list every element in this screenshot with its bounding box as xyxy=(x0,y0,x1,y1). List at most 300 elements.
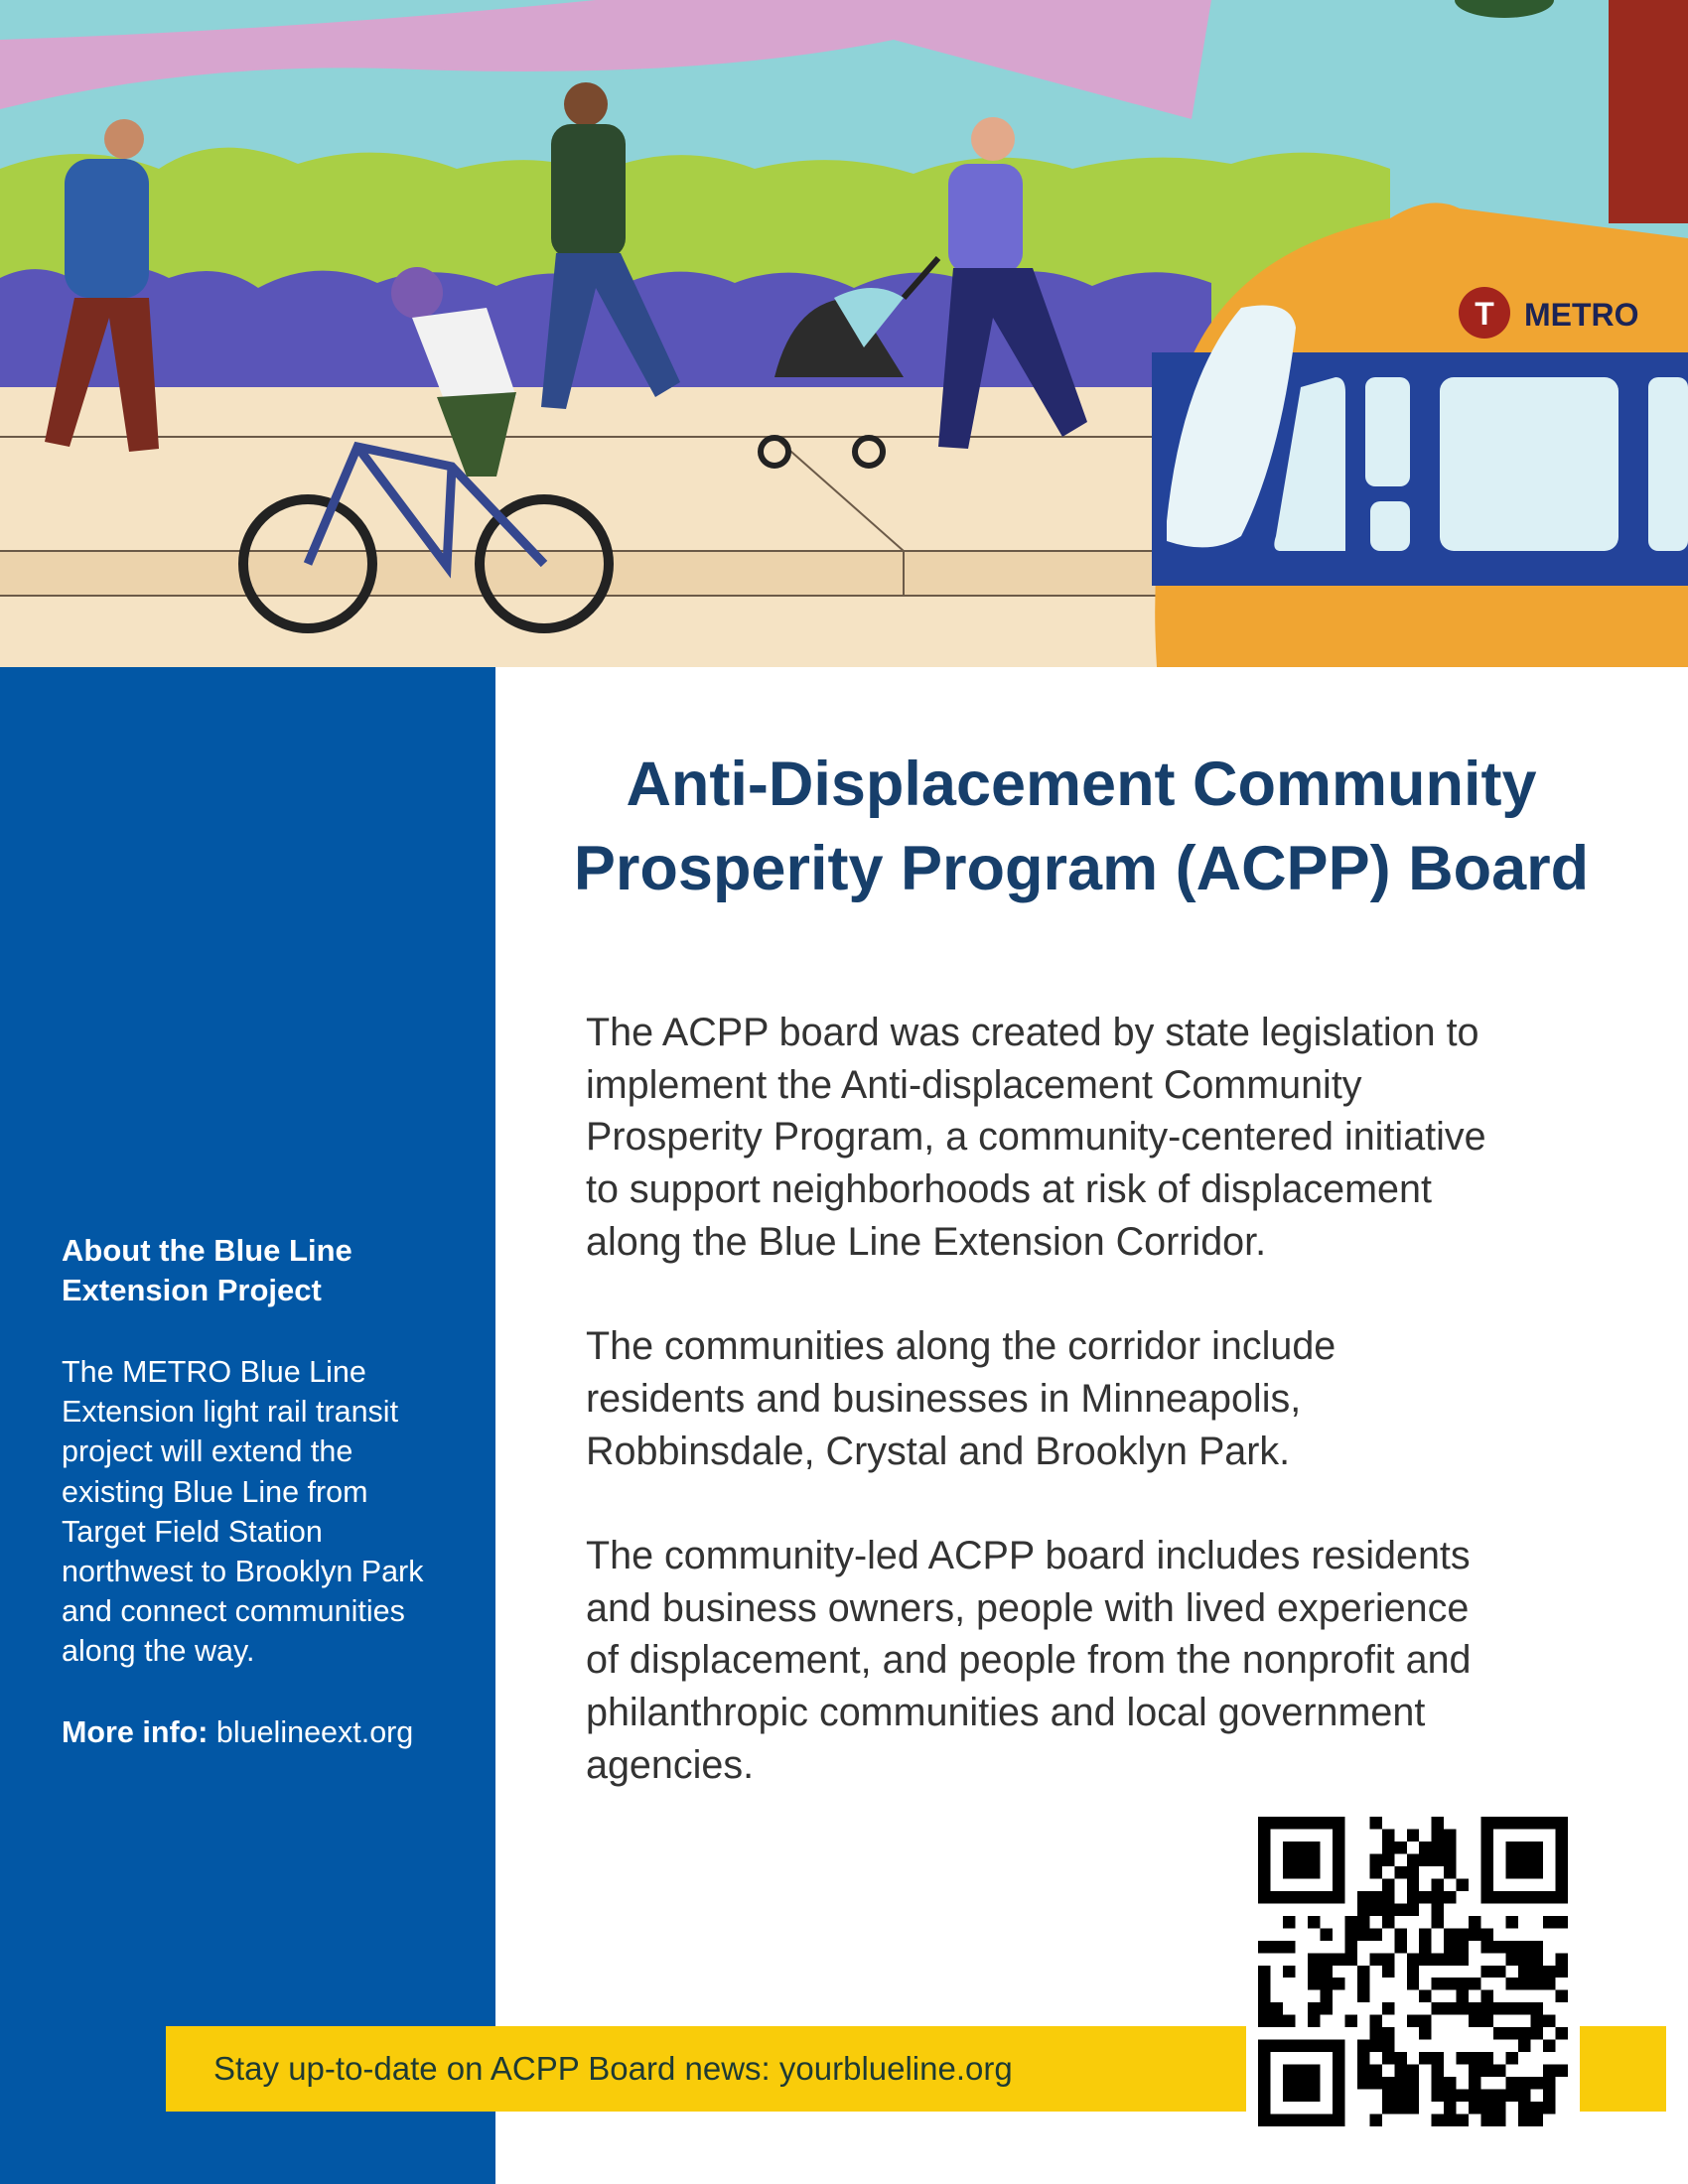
qr-module xyxy=(1333,1978,1344,1989)
qr-module xyxy=(1308,2077,1320,2089)
qr-module xyxy=(1283,1817,1295,1829)
qr-module xyxy=(1481,1941,1493,1953)
qr-module xyxy=(1432,2052,1444,2064)
qr-module xyxy=(1506,1842,1518,1853)
sidebar-body-line: along the way. xyxy=(62,1634,255,1669)
text-line: philanthropic communities and local government xyxy=(586,1691,1426,1735)
qr-module xyxy=(1469,2065,1480,2077)
qr-module xyxy=(1344,1928,1356,1940)
qr-module xyxy=(1481,1878,1493,1890)
qr-module xyxy=(1270,2015,1282,2027)
paragraph xyxy=(586,1007,1628,1269)
text-line: along the Blue Line Extension Corridor. xyxy=(586,1219,1267,1264)
qr-module xyxy=(1295,2077,1307,2089)
sidebar-body-line: The METRO Blue Line xyxy=(62,1355,366,1389)
text-line: residents and businesses in Minneapolis, xyxy=(586,1376,1302,1421)
qr-code[interactable] xyxy=(1246,1805,1580,2138)
qr-module xyxy=(1320,1966,1332,1978)
qr-module xyxy=(1444,2077,1456,2089)
qr-module xyxy=(1543,2102,1555,2114)
qr-module xyxy=(1457,1928,1469,1940)
qr-module xyxy=(1382,1842,1394,1853)
qr-module xyxy=(1369,2077,1381,2089)
qr-module xyxy=(1308,1916,1320,1928)
qr-module xyxy=(1283,2115,1295,2126)
qr-module xyxy=(1444,1853,1456,1865)
text-line: The ACPP board was created by state legislation to xyxy=(586,1011,1479,1054)
qr-module xyxy=(1407,1966,1419,1978)
qr-module xyxy=(1493,1941,1505,1953)
qr-module xyxy=(1295,1891,1307,1903)
qr-module xyxy=(1469,1916,1480,1928)
qr-module xyxy=(1543,2015,1555,2027)
qr-module xyxy=(1270,2115,1282,2126)
qr-module xyxy=(1419,1891,1431,1903)
qr-module xyxy=(1320,2115,1332,2126)
qr-module xyxy=(1357,2052,1369,2064)
qr-module xyxy=(1506,1866,1518,1878)
hero-illustration xyxy=(0,0,1688,667)
qr-module xyxy=(1369,1928,1381,1940)
qr-module xyxy=(1518,2040,1530,2052)
qr-module xyxy=(1382,2090,1394,2102)
qr-module xyxy=(1556,1817,1568,1829)
qr-module xyxy=(1556,1866,1568,1878)
qr-module xyxy=(1258,2040,1270,2052)
qr-module xyxy=(1531,2027,1543,2039)
qr-module xyxy=(1270,2040,1282,2052)
qr-module xyxy=(1394,1866,1406,1878)
qr-module xyxy=(1308,1842,1320,1853)
qr-module xyxy=(1407,1878,1419,1890)
qr-module xyxy=(1518,2027,1530,2039)
qr-module xyxy=(1382,2002,1394,2014)
qr-module xyxy=(1320,1817,1332,1829)
qr-module xyxy=(1407,1866,1419,1878)
text-line: Prosperity Program, a community-centered initiative xyxy=(586,1115,1486,1160)
qr-module xyxy=(1444,1978,1456,1989)
text-line: Robbinsdale, Crystal and Brooklyn Park. xyxy=(586,1429,1291,1473)
qr-module xyxy=(1357,1990,1369,2002)
qr-module xyxy=(1283,1842,1295,1853)
qr-module xyxy=(1432,1853,1444,1865)
qr-module xyxy=(1493,1817,1505,1829)
qr-module xyxy=(1357,2040,1369,2052)
qr-module xyxy=(1258,1878,1270,1890)
qr-module xyxy=(1394,2090,1406,2102)
qr-module xyxy=(1469,2077,1480,2089)
qr-module xyxy=(1432,1829,1444,1841)
qr-module xyxy=(1333,2090,1344,2102)
qr-module xyxy=(1333,2065,1344,2077)
qr-module xyxy=(1357,1916,1369,1928)
sidebar-body-line: and connect communities xyxy=(62,1594,405,1629)
qr-module xyxy=(1469,2052,1480,2064)
qr-module xyxy=(1543,1817,1555,1829)
qr-module xyxy=(1506,1953,1518,1965)
qr-module xyxy=(1469,2090,1480,2102)
qr-module xyxy=(1556,1990,1568,2002)
qr-module xyxy=(1308,1866,1320,1878)
sidebar-body xyxy=(62,1352,489,1672)
qr-module xyxy=(1493,2115,1505,2126)
qr-module xyxy=(1556,1953,1568,1965)
qr-module xyxy=(1543,2077,1555,2089)
qr-module xyxy=(1295,2065,1307,2077)
qr-module xyxy=(1531,1966,1543,1978)
qr-module xyxy=(1432,1842,1444,1853)
qr-module xyxy=(1295,2040,1307,2052)
qr-module xyxy=(1394,1941,1406,1953)
sidebar-body-line: northwest to Brooklyn Park xyxy=(62,1555,424,1589)
qr-module xyxy=(1308,2090,1320,2102)
qr-module xyxy=(1333,2077,1344,2089)
qr-module xyxy=(1518,2002,1530,2014)
qr-module xyxy=(1258,2090,1270,2102)
qr-module xyxy=(1481,1966,1493,1978)
page-title-line: Anti-Displacement Community xyxy=(626,750,1537,819)
qr-module xyxy=(1457,2115,1469,2126)
qr-module xyxy=(1382,1966,1394,1978)
qr-module xyxy=(1333,2102,1344,2114)
qr-module xyxy=(1407,1953,1419,1965)
qr-module xyxy=(1320,1990,1332,2002)
qr-module xyxy=(1382,2052,1394,2064)
qr-module xyxy=(1333,1817,1344,1829)
qr-module xyxy=(1308,1953,1320,1965)
qr-module xyxy=(1444,1842,1456,1853)
qr-module xyxy=(1357,2077,1369,2089)
qr-module xyxy=(1481,1928,1493,1940)
qr-module xyxy=(1283,1853,1295,1865)
qr-module xyxy=(1493,2065,1505,2077)
qr-module xyxy=(1333,1829,1344,1841)
qr-module xyxy=(1333,2115,1344,2126)
qr-module xyxy=(1258,2015,1270,2027)
qr-module xyxy=(1283,2040,1295,2052)
qr-module xyxy=(1419,1990,1431,2002)
qr-module xyxy=(1333,1853,1344,1865)
qr-module xyxy=(1457,2090,1469,2102)
paragraph xyxy=(586,1530,1628,1792)
qr-module xyxy=(1308,2002,1320,2014)
qr-module xyxy=(1481,1990,1493,2002)
qr-module xyxy=(1419,2015,1431,2027)
qr-module xyxy=(1531,1978,1543,1989)
qr-module xyxy=(1531,1953,1543,1965)
qr-module xyxy=(1481,2015,1493,2027)
qr-module xyxy=(1457,2052,1469,2064)
qr-module xyxy=(1506,1817,1518,1829)
qr-module xyxy=(1258,1941,1270,1953)
qr-module xyxy=(1357,1903,1369,1915)
more-info xyxy=(62,1712,413,1752)
qr-module xyxy=(1506,2052,1518,2064)
qr-module xyxy=(1469,2102,1480,2114)
qr-module xyxy=(1369,1953,1381,1965)
qr-module xyxy=(1556,1916,1568,1928)
qr-module xyxy=(1320,1891,1332,1903)
qr-module xyxy=(1270,1891,1282,1903)
qr-module xyxy=(1469,1928,1480,1940)
qr-module xyxy=(1543,1978,1555,1989)
qr-module xyxy=(1493,1891,1505,1903)
qr-module xyxy=(1518,1853,1530,1865)
qr-module xyxy=(1531,2102,1543,2114)
qr-module xyxy=(1531,2015,1543,2027)
qr-module xyxy=(1295,2115,1307,2126)
qr-module xyxy=(1369,1866,1381,1878)
qr-module xyxy=(1506,2002,1518,2014)
qr-module xyxy=(1407,2015,1419,2027)
qr-module xyxy=(1283,2090,1295,2102)
text-line: to support neighborhoods at risk of displacement xyxy=(586,1167,1432,1212)
qr-module xyxy=(1407,1829,1419,1841)
qr-module xyxy=(1394,2102,1406,2114)
qr-module xyxy=(1481,2052,1493,2064)
qr-module xyxy=(1481,1853,1493,1865)
qr-module xyxy=(1344,2015,1356,2027)
qr-module xyxy=(1518,1817,1530,1829)
qr-module xyxy=(1444,2115,1456,2126)
qr-code-icon xyxy=(1258,1817,1568,2126)
qr-module xyxy=(1518,1966,1530,1978)
qr-module xyxy=(1419,1928,1431,1940)
qr-module xyxy=(1283,2065,1295,2077)
qr-module xyxy=(1444,1866,1456,1878)
qr-module xyxy=(1444,1953,1456,1965)
qr-module xyxy=(1394,1842,1406,1853)
qr-module xyxy=(1493,1966,1505,1978)
qr-module xyxy=(1258,1978,1270,1989)
qr-module xyxy=(1258,1866,1270,1878)
qr-module xyxy=(1283,2015,1295,2027)
qr-module xyxy=(1283,1916,1295,1928)
qr-module xyxy=(1457,1978,1469,1989)
qr-module xyxy=(1556,1966,1568,1978)
qr-module xyxy=(1432,1878,1444,1890)
qr-module xyxy=(1543,1966,1555,1978)
qr-module xyxy=(1283,2077,1295,2089)
qr-module xyxy=(1531,2077,1543,2089)
qr-module xyxy=(1493,2002,1505,2014)
qr-module xyxy=(1258,1966,1270,1978)
qr-module xyxy=(1506,2077,1518,2089)
qr-module xyxy=(1394,1903,1406,1915)
qr-module xyxy=(1407,2065,1419,2077)
qr-module xyxy=(1432,1817,1444,1829)
qr-module xyxy=(1419,1842,1431,1853)
qr-module xyxy=(1432,1903,1444,1915)
qr-module xyxy=(1382,2102,1394,2114)
qr-module xyxy=(1394,2052,1406,2064)
qr-module xyxy=(1444,1941,1456,1953)
qr-module xyxy=(1432,1916,1444,1928)
qr-module xyxy=(1407,2077,1419,2089)
qr-module xyxy=(1369,1891,1381,1903)
qr-module xyxy=(1493,2027,1505,2039)
qr-module xyxy=(1506,2027,1518,2039)
news-banner-text[interactable]: Stay up-to-date on ACPP Board news: yourblueline.org xyxy=(213,2050,1013,2087)
qr-module xyxy=(1506,1853,1518,1865)
qr-module xyxy=(1295,1853,1307,1865)
qr-module xyxy=(1419,1953,1431,1965)
qr-module xyxy=(1407,1978,1419,1989)
qr-module xyxy=(1369,1903,1381,1915)
qr-module xyxy=(1308,1978,1320,1989)
text-line: of displacement, and people from the nonprofit and xyxy=(586,1638,1472,1683)
qr-module xyxy=(1518,1953,1530,1965)
qr-module xyxy=(1543,1916,1555,1928)
qr-module xyxy=(1457,2002,1469,2014)
qr-module xyxy=(1419,2052,1431,2064)
qr-module xyxy=(1432,1891,1444,1903)
qr-module xyxy=(1270,1941,1282,1953)
qr-module xyxy=(1407,2102,1419,2114)
qr-module xyxy=(1333,1878,1344,1890)
qr-module xyxy=(1320,1978,1332,1989)
sidebar-body-line: Target Field Station xyxy=(62,1514,323,1549)
qr-module xyxy=(1481,1866,1493,1878)
sidebar-body-line: existing Blue Line from xyxy=(62,1474,368,1509)
sidebar-heading xyxy=(62,1231,479,1310)
qr-module xyxy=(1333,1842,1344,1853)
qr-module xyxy=(1369,2015,1381,2027)
text-line: implement the Anti-displacement Community xyxy=(586,1062,1362,1107)
qr-module xyxy=(1556,1878,1568,1890)
qr-module xyxy=(1270,1817,1282,1829)
qr-module xyxy=(1518,1891,1530,1903)
qr-module xyxy=(1357,1966,1369,1978)
qr-module xyxy=(1419,1853,1431,1865)
qr-module xyxy=(1295,2090,1307,2102)
qr-module xyxy=(1432,1978,1444,1989)
qr-module xyxy=(1481,2090,1493,2102)
qr-module xyxy=(1543,2090,1555,2102)
text-line: The community-led ACPP board includes residents xyxy=(586,1534,1471,1577)
qr-module xyxy=(1556,2065,1568,2077)
qr-module xyxy=(1444,1928,1456,1940)
qr-module xyxy=(1506,1941,1518,1953)
qr-module xyxy=(1258,1817,1270,1829)
qr-module xyxy=(1518,1941,1530,1953)
qr-module xyxy=(1543,1891,1555,1903)
qr-module xyxy=(1556,2027,1568,2039)
qr-module xyxy=(1308,1966,1320,1978)
qr-module xyxy=(1531,2115,1543,2126)
sidebar-heading-line: Extension Project xyxy=(62,1273,322,1307)
tree-trunk xyxy=(1609,0,1688,223)
qr-module xyxy=(1407,1853,1419,1865)
qr-module xyxy=(1556,1853,1568,1865)
qr-module xyxy=(1258,2115,1270,2126)
qr-module xyxy=(1283,1891,1295,1903)
qr-module xyxy=(1320,2002,1332,2014)
qr-module xyxy=(1382,2040,1394,2052)
qr-module xyxy=(1382,1903,1394,1915)
qr-module xyxy=(1308,1853,1320,1865)
qr-module xyxy=(1344,1941,1356,1953)
page-title-line: Prosperity Program (ACPP) Board xyxy=(573,834,1590,903)
qr-module xyxy=(1407,1903,1419,1915)
qr-module xyxy=(1481,1842,1493,1853)
qr-module xyxy=(1357,1928,1369,1940)
qr-module xyxy=(1444,2102,1456,2114)
qr-module xyxy=(1369,2065,1381,2077)
qr-module xyxy=(1308,2115,1320,2126)
qr-module xyxy=(1308,1817,1320,1829)
metro-logo-text: METRO xyxy=(1524,297,1639,333)
qr-module xyxy=(1369,2115,1381,2126)
qr-module xyxy=(1258,2002,1270,2014)
qr-module xyxy=(1457,1878,1469,1890)
qr-module xyxy=(1556,1842,1568,1853)
more-info-label: More info: xyxy=(62,1715,209,1749)
qr-module xyxy=(1333,1953,1344,1965)
metro-logo-letter: T xyxy=(1475,296,1494,332)
qr-module xyxy=(1333,2052,1344,2064)
qr-module xyxy=(1258,2065,1270,2077)
qr-module xyxy=(1518,1866,1530,1878)
qr-module xyxy=(1518,1842,1530,1853)
qr-module xyxy=(1531,1842,1543,1853)
qr-module xyxy=(1308,1891,1320,1903)
qr-module xyxy=(1556,1829,1568,1841)
qr-module xyxy=(1369,2027,1381,2039)
sidebar-body-line: Extension light rail transit xyxy=(62,1395,399,1430)
qr-module xyxy=(1506,2090,1518,2102)
qr-module xyxy=(1382,1829,1394,1841)
qr-module xyxy=(1382,2077,1394,2089)
text-line: The communities along the corridor include xyxy=(586,1324,1336,1369)
qr-module xyxy=(1531,1891,1543,1903)
qr-module xyxy=(1481,1817,1493,1829)
paragraph xyxy=(586,1320,1628,1477)
qr-module xyxy=(1444,2002,1456,2014)
qr-module xyxy=(1407,2090,1419,2102)
qr-module xyxy=(1481,2065,1493,2077)
qr-module xyxy=(1295,1817,1307,1829)
qr-module xyxy=(1506,1978,1518,1989)
qr-module xyxy=(1518,2090,1530,2102)
qr-module xyxy=(1333,2040,1344,2052)
qr-module xyxy=(1457,1941,1469,1953)
qr-module xyxy=(1432,2077,1444,2089)
qr-module xyxy=(1556,1891,1568,1903)
qr-module xyxy=(1369,1853,1381,1865)
qr-module xyxy=(1382,1916,1394,1928)
more-info-link[interactable]: bluelineext.org xyxy=(215,1715,414,1749)
body-text xyxy=(586,1007,1628,1843)
sidebar-body-line: project will extend the xyxy=(62,1434,353,1469)
qr-module xyxy=(1444,1891,1456,1903)
qr-module xyxy=(1481,1891,1493,1903)
qr-module xyxy=(1543,2040,1555,2052)
qr-module xyxy=(1407,1891,1419,1903)
qr-module xyxy=(1518,2102,1530,2114)
page-title xyxy=(495,743,1667,911)
qr-module xyxy=(1283,1966,1295,1978)
qr-module xyxy=(1320,2040,1332,2052)
qr-module xyxy=(1369,2040,1381,2052)
qr-module xyxy=(1344,1916,1356,1928)
qr-module xyxy=(1469,2002,1480,2014)
qr-module xyxy=(1382,2027,1394,2039)
qr-module xyxy=(1394,2065,1406,2077)
qr-module xyxy=(1493,2090,1505,2102)
qr-module xyxy=(1432,2090,1444,2102)
qr-module xyxy=(1394,2077,1406,2089)
